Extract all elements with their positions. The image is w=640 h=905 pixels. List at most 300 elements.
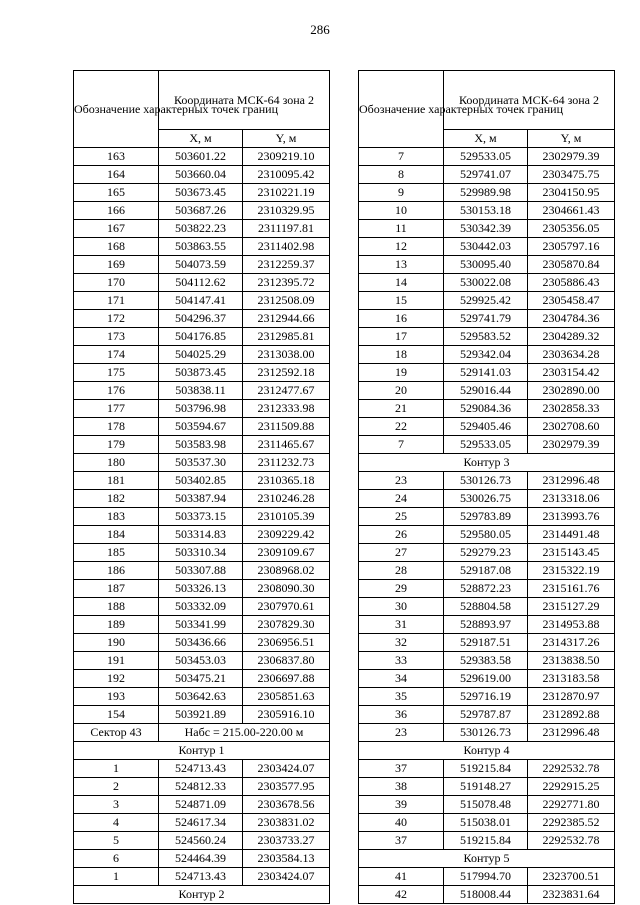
y-coordinate: 2314317.26 <box>528 634 615 652</box>
y-coordinate: 2311402.98 <box>243 238 330 256</box>
y-coordinate: 2302979.39 <box>528 436 615 454</box>
table-row <box>359 382 615 400</box>
y-coordinate: 2323700.51 <box>528 868 615 886</box>
x-coordinate: 518008.44 <box>444 886 528 904</box>
point-number: 26 <box>359 526 444 544</box>
point-number: 28 <box>359 562 444 580</box>
table-row <box>359 472 615 490</box>
table-row <box>359 454 615 472</box>
x-coordinate: 524560.24 <box>159 832 243 850</box>
table-row <box>359 742 615 760</box>
table-row <box>74 778 330 796</box>
x-coordinate: 529383.58 <box>444 652 528 670</box>
y-coordinate: 2305870.84 <box>528 256 615 274</box>
y-coordinate: 2315322.19 <box>528 562 615 580</box>
x-coordinate: 503341.99 <box>159 616 243 634</box>
point-number: 183 <box>74 508 159 526</box>
table-row <box>359 850 615 868</box>
table-row <box>74 328 330 346</box>
y-coordinate: 2313993.76 <box>528 508 615 526</box>
y-coordinate: 2292915.25 <box>528 778 615 796</box>
point-number: 177 <box>74 400 159 418</box>
table-row <box>74 490 330 508</box>
y-coordinate: 2292385.52 <box>528 814 615 832</box>
x-coordinate: 503687.26 <box>159 202 243 220</box>
point-number: 182 <box>74 490 159 508</box>
table-row <box>74 814 330 832</box>
x-coordinate: 529787.87 <box>444 706 528 724</box>
table-row <box>359 562 615 580</box>
table-row <box>359 760 615 778</box>
x-coordinate: 530126.73 <box>444 472 528 490</box>
x-coordinate: 530022.08 <box>444 274 528 292</box>
x-coordinate: 528872.23 <box>444 580 528 598</box>
point-number: 170 <box>74 274 159 292</box>
y-coordinate: 2311197.81 <box>243 220 330 238</box>
x-coordinate: 529580.05 <box>444 526 528 544</box>
point-number: 10 <box>359 202 444 220</box>
x-coordinate: 503453.03 <box>159 652 243 670</box>
table-row <box>359 886 615 904</box>
x-coordinate: 504296.37 <box>159 310 243 328</box>
table-row <box>74 418 330 436</box>
y-coordinate: 2303154.42 <box>528 364 615 382</box>
point-number: 8 <box>359 166 444 184</box>
x-coordinate: 524617.34 <box>159 814 243 832</box>
y-coordinate: 2305356.05 <box>528 220 615 238</box>
y-coordinate: 2312996.48 <box>528 724 615 742</box>
y-coordinate: 2309219.10 <box>243 148 330 166</box>
x-coordinate: 524713.43 <box>159 868 243 886</box>
table-row <box>359 400 615 418</box>
x-coordinate: 529741.79 <box>444 310 528 328</box>
x-coordinate: 530153.18 <box>444 202 528 220</box>
y-coordinate: 2312395.72 <box>243 274 330 292</box>
point-number: 188 <box>74 598 159 616</box>
x-coordinate: 530126.73 <box>444 724 528 742</box>
y-coordinate: 2303424.07 <box>243 760 330 778</box>
table-row <box>74 634 330 652</box>
y-coordinate: 2308090.30 <box>243 580 330 598</box>
coordinate-system-header: Координата МСК-64 зона 2 <box>444 71 615 130</box>
y-coordinate: 2309229.42 <box>243 526 330 544</box>
table-row <box>74 220 330 238</box>
table-row <box>359 220 615 238</box>
x-coordinate: 524713.43 <box>159 760 243 778</box>
y-coordinate: 2323831.64 <box>528 886 615 904</box>
x-coordinate: 528893.97 <box>444 616 528 634</box>
elevation-range: Набс = 215.00-220.00 м <box>159 724 330 742</box>
y-coordinate: 2307829.30 <box>243 616 330 634</box>
point-designation-header: Обозначение характерных точек границ <box>74 71 159 148</box>
point-number: 1 <box>74 760 159 778</box>
point-number: 31 <box>359 616 444 634</box>
y-column-header: Y, м <box>243 130 330 148</box>
table-row <box>74 202 330 220</box>
table-row <box>74 508 330 526</box>
x-coordinate: 503594.67 <box>159 418 243 436</box>
point-number: 25 <box>359 508 444 526</box>
table-row <box>359 544 615 562</box>
table-row <box>359 796 615 814</box>
point-number: 38 <box>359 778 444 796</box>
y-coordinate: 2314953.88 <box>528 616 615 634</box>
y-coordinate: 2302708.60 <box>528 418 615 436</box>
table-row <box>74 760 330 778</box>
coordinates-table-right <box>358 70 615 904</box>
table-row <box>74 562 330 580</box>
table-row <box>359 832 615 850</box>
x-coordinate: 519215.84 <box>444 760 528 778</box>
table-row <box>74 166 330 184</box>
table-row <box>74 526 330 544</box>
point-number: 174 <box>74 346 159 364</box>
point-number: 192 <box>74 670 159 688</box>
point-number: 168 <box>74 238 159 256</box>
y-coordinate: 2313183.58 <box>528 670 615 688</box>
table-row <box>74 400 330 418</box>
y-coordinate: 2302979.39 <box>528 148 615 166</box>
x-coordinate: 530342.39 <box>444 220 528 238</box>
table-row <box>74 292 330 310</box>
x-coordinate: 504147.41 <box>159 292 243 310</box>
y-coordinate: 2302890.00 <box>528 382 615 400</box>
x-coordinate: 519215.84 <box>444 832 528 850</box>
point-number: 37 <box>359 760 444 778</box>
point-number: 184 <box>74 526 159 544</box>
table-row <box>74 868 330 886</box>
y-coordinate: 2314491.48 <box>528 526 615 544</box>
point-number: 37 <box>359 832 444 850</box>
x-coordinate: 530095.40 <box>444 256 528 274</box>
point-number: 190 <box>74 634 159 652</box>
y-coordinate: 2312508.09 <box>243 292 330 310</box>
table-row <box>359 274 615 292</box>
point-number: 1 <box>74 868 159 886</box>
point-number: 7 <box>359 436 444 454</box>
coordinates-table-left-body <box>74 148 330 904</box>
y-coordinate: 2312592.18 <box>243 364 330 382</box>
table-row <box>359 634 615 652</box>
x-coordinate: 503373.15 <box>159 508 243 526</box>
point-number: 34 <box>359 670 444 688</box>
table-row <box>74 580 330 598</box>
point-number: 185 <box>74 544 159 562</box>
x-coordinate: 524812.33 <box>159 778 243 796</box>
x-column-header: X, м <box>444 130 528 148</box>
table-row <box>74 616 330 634</box>
x-coordinate: 529533.05 <box>444 436 528 454</box>
x-coordinate: 529783.89 <box>444 508 528 526</box>
point-number: 187 <box>74 580 159 598</box>
table-row <box>74 652 330 670</box>
table-row <box>359 670 615 688</box>
table-row <box>359 868 615 886</box>
coordinates-table-left <box>73 70 330 904</box>
y-coordinate: 2303424.07 <box>243 868 330 886</box>
table-row <box>359 166 615 184</box>
y-coordinate: 2313038.00 <box>243 346 330 364</box>
point-number: 5 <box>74 832 159 850</box>
x-coordinate: 529279.23 <box>444 544 528 562</box>
x-coordinate: 530442.03 <box>444 238 528 256</box>
y-coordinate: 2310246.28 <box>243 490 330 508</box>
table-row <box>359 418 615 436</box>
x-coordinate: 529405.46 <box>444 418 528 436</box>
x-coordinate: 503642.63 <box>159 688 243 706</box>
x-coordinate: 519148.27 <box>444 778 528 796</box>
y-coordinate: 2310221.19 <box>243 184 330 202</box>
page-number: 286 <box>310 22 330 37</box>
table-row <box>74 238 330 256</box>
x-coordinate: 529187.51 <box>444 634 528 652</box>
table-row <box>359 652 615 670</box>
x-coordinate: 530026.75 <box>444 490 528 508</box>
y-coordinate: 2315143.45 <box>528 544 615 562</box>
y-coordinate: 2292532.78 <box>528 760 615 778</box>
x-coordinate: 529533.05 <box>444 148 528 166</box>
x-coordinate: 503537.30 <box>159 454 243 472</box>
point-number: 18 <box>359 346 444 364</box>
contour-label: Контур 3 <box>359 454 615 472</box>
y-coordinate: 2310365.18 <box>243 472 330 490</box>
table-row <box>74 184 330 202</box>
y-coordinate: 2312944.66 <box>243 310 330 328</box>
point-number: 191 <box>74 652 159 670</box>
table-row <box>74 364 330 382</box>
x-column-header: X, м <box>159 130 243 148</box>
y-coordinate: 2306837.80 <box>243 652 330 670</box>
point-number: 178 <box>74 418 159 436</box>
point-number: 27 <box>359 544 444 562</box>
table-row <box>74 850 330 868</box>
point-number: 181 <box>74 472 159 490</box>
point-number: 9 <box>359 184 444 202</box>
table-row <box>74 724 330 742</box>
point-number: 20 <box>359 382 444 400</box>
x-coordinate: 529741.07 <box>444 166 528 184</box>
point-number: 171 <box>74 292 159 310</box>
table-row <box>359 814 615 832</box>
y-coordinate: 2303634.28 <box>528 346 615 364</box>
x-coordinate: 503332.09 <box>159 598 243 616</box>
table-row <box>74 274 330 292</box>
x-coordinate: 503326.13 <box>159 580 243 598</box>
x-coordinate: 503475.21 <box>159 670 243 688</box>
table-row <box>359 688 615 706</box>
point-number: 164 <box>74 166 159 184</box>
x-coordinate: 503307.88 <box>159 562 243 580</box>
y-coordinate: 2304661.43 <box>528 202 615 220</box>
y-coordinate: 2310105.39 <box>243 508 330 526</box>
table-row <box>359 724 615 742</box>
x-coordinate: 503436.66 <box>159 634 243 652</box>
table-row <box>359 616 615 634</box>
y-coordinate: 2302858.33 <box>528 400 615 418</box>
x-coordinate: 529583.52 <box>444 328 528 346</box>
y-coordinate: 2306956.51 <box>243 634 330 652</box>
x-coordinate: 528804.58 <box>444 598 528 616</box>
point-number: 163 <box>74 148 159 166</box>
x-coordinate: 529084.36 <box>444 400 528 418</box>
y-coordinate: 2309109.67 <box>243 544 330 562</box>
contour-label: Контур 1 <box>74 742 330 760</box>
table-row <box>359 580 615 598</box>
y-coordinate: 2307970.61 <box>243 598 330 616</box>
table-row <box>359 364 615 382</box>
x-coordinate: 524871.09 <box>159 796 243 814</box>
table-row <box>359 310 615 328</box>
table-row <box>359 202 615 220</box>
table-row <box>74 256 330 274</box>
table-row <box>359 184 615 202</box>
point-number: 33 <box>359 652 444 670</box>
x-coordinate: 529716.19 <box>444 688 528 706</box>
y-column-header: Y, м <box>528 130 615 148</box>
y-coordinate: 2308968.02 <box>243 562 330 580</box>
x-coordinate: 529141.03 <box>444 364 528 382</box>
table-row <box>74 436 330 454</box>
y-coordinate: 2292771.80 <box>528 796 615 814</box>
table-row <box>74 670 330 688</box>
point-number: 13 <box>359 256 444 274</box>
y-coordinate: 2304784.36 <box>528 310 615 328</box>
x-coordinate: 517994.70 <box>444 868 528 886</box>
point-number: 175 <box>74 364 159 382</box>
sector-label: Сектор 43 <box>74 724 159 742</box>
x-coordinate: 529016.44 <box>444 382 528 400</box>
y-coordinate: 2311465.67 <box>243 436 330 454</box>
table-row <box>74 598 330 616</box>
point-number: 40 <box>359 814 444 832</box>
point-number: 4 <box>74 814 159 832</box>
point-number: 2 <box>74 778 159 796</box>
y-coordinate: 2312870.97 <box>528 688 615 706</box>
point-number: 23 <box>359 724 444 742</box>
y-coordinate: 2305886.43 <box>528 274 615 292</box>
contour-label: Контур 5 <box>359 850 615 868</box>
point-number: 11 <box>359 220 444 238</box>
table-row <box>74 742 330 760</box>
point-number: 36 <box>359 706 444 724</box>
y-coordinate: 2313838.50 <box>528 652 615 670</box>
point-number: 172 <box>74 310 159 328</box>
coordinates-table-right-body <box>359 148 615 904</box>
y-coordinate: 2312996.48 <box>528 472 615 490</box>
table-row <box>74 544 330 562</box>
point-number: 24 <box>359 490 444 508</box>
y-coordinate: 2312892.88 <box>528 706 615 724</box>
y-coordinate: 2303831.02 <box>243 814 330 832</box>
table-row <box>74 706 330 724</box>
point-number: 16 <box>359 310 444 328</box>
y-coordinate: 2303577.95 <box>243 778 330 796</box>
point-number: 22 <box>359 418 444 436</box>
table-row <box>74 382 330 400</box>
x-coordinate: 503310.34 <box>159 544 243 562</box>
point-number: 186 <box>74 562 159 580</box>
y-coordinate: 2311509.88 <box>243 418 330 436</box>
point-number: 179 <box>74 436 159 454</box>
x-coordinate: 503822.23 <box>159 220 243 238</box>
x-coordinate: 515038.01 <box>444 814 528 832</box>
x-coordinate: 529619.00 <box>444 670 528 688</box>
y-coordinate: 2305458.47 <box>528 292 615 310</box>
table-row <box>359 148 615 166</box>
table-row <box>74 148 330 166</box>
point-number: 176 <box>74 382 159 400</box>
y-coordinate: 2312477.67 <box>243 382 330 400</box>
x-coordinate: 515078.48 <box>444 796 528 814</box>
point-number: 165 <box>74 184 159 202</box>
y-coordinate: 2306697.88 <box>243 670 330 688</box>
point-number: 166 <box>74 202 159 220</box>
point-number: 6 <box>74 850 159 868</box>
table-row <box>359 436 615 454</box>
point-number: 32 <box>359 634 444 652</box>
x-coordinate: 503673.45 <box>159 184 243 202</box>
table-row <box>359 706 615 724</box>
point-number: 3 <box>74 796 159 814</box>
table-row <box>74 796 330 814</box>
contour-label: Контур 4 <box>359 742 615 760</box>
x-coordinate: 504073.59 <box>159 256 243 274</box>
y-coordinate: 2311232.73 <box>243 454 330 472</box>
x-coordinate: 524464.39 <box>159 850 243 868</box>
table-row <box>74 886 330 904</box>
point-number: 167 <box>74 220 159 238</box>
point-number: 12 <box>359 238 444 256</box>
table-row <box>359 778 615 796</box>
y-coordinate: 2305851.63 <box>243 688 330 706</box>
y-coordinate: 2292532.78 <box>528 832 615 850</box>
point-number: 7 <box>359 148 444 166</box>
y-coordinate: 2303475.75 <box>528 166 615 184</box>
y-coordinate: 2315161.76 <box>528 580 615 598</box>
point-number: 23 <box>359 472 444 490</box>
table-row <box>74 346 330 364</box>
x-coordinate: 503873.45 <box>159 364 243 382</box>
point-number: 30 <box>359 598 444 616</box>
x-coordinate: 503921.89 <box>159 706 243 724</box>
table-row <box>359 526 615 544</box>
point-number: 180 <box>74 454 159 472</box>
x-coordinate: 503402.85 <box>159 472 243 490</box>
table-row <box>359 346 615 364</box>
y-coordinate: 2310095.42 <box>243 166 330 184</box>
y-coordinate: 2303733.27 <box>243 832 330 850</box>
y-coordinate: 2312985.81 <box>243 328 330 346</box>
table-row <box>359 490 615 508</box>
point-number: 15 <box>359 292 444 310</box>
y-coordinate: 2313318.06 <box>528 490 615 508</box>
x-coordinate: 503796.98 <box>159 400 243 418</box>
point-number: 19 <box>359 364 444 382</box>
point-number: 17 <box>359 328 444 346</box>
x-coordinate: 529989.98 <box>444 184 528 202</box>
x-coordinate: 503863.55 <box>159 238 243 256</box>
point-number: 154 <box>74 706 159 724</box>
x-coordinate: 503838.11 <box>159 382 243 400</box>
coordinate-system-header: Координата МСК-64 зона 2 <box>159 71 330 130</box>
x-coordinate: 504112.62 <box>159 274 243 292</box>
point-number: 14 <box>359 274 444 292</box>
table-row <box>359 328 615 346</box>
y-coordinate: 2304289.32 <box>528 328 615 346</box>
table-row <box>74 310 330 328</box>
x-coordinate: 503583.98 <box>159 436 243 454</box>
point-number: 169 <box>74 256 159 274</box>
